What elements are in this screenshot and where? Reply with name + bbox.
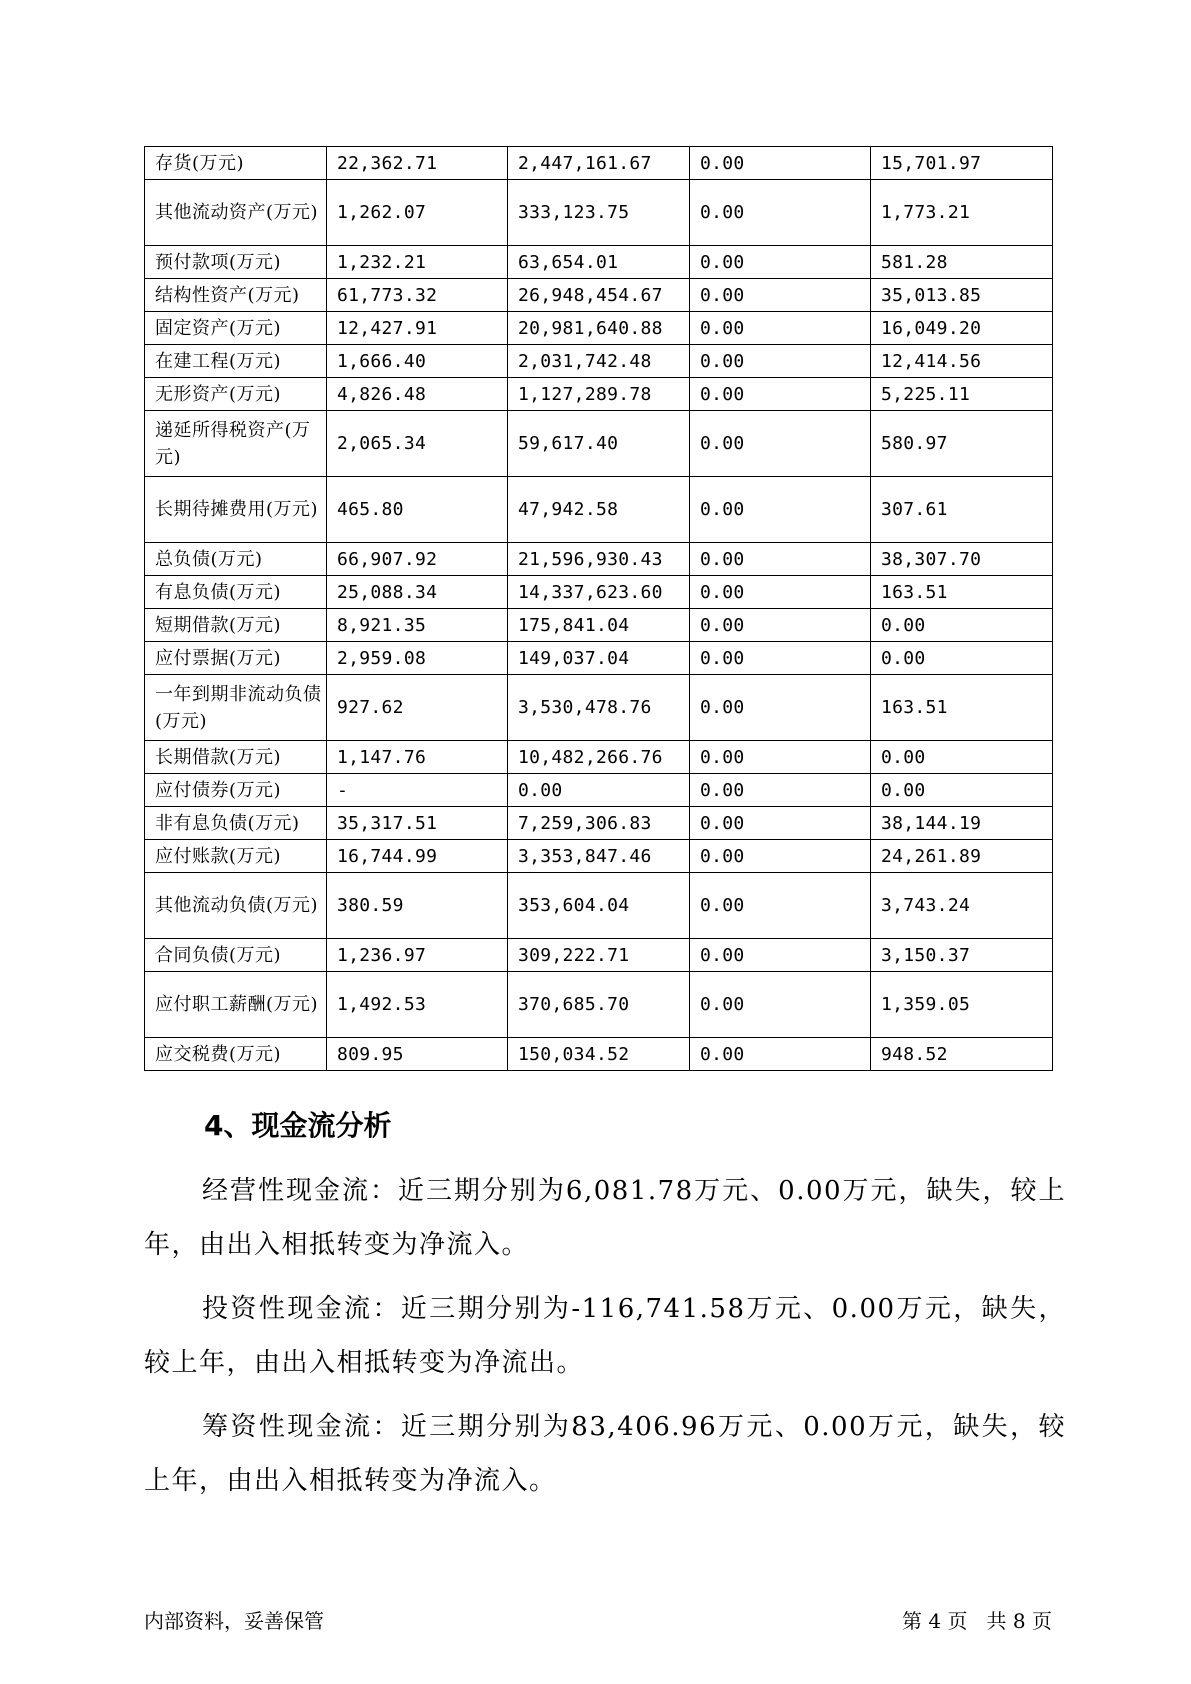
- value-cell: 0.00: [690, 180, 871, 246]
- row-label-cell: 长期借款(万元): [145, 741, 327, 774]
- value-cell: 3,150.37: [871, 939, 1053, 972]
- row-label-cell: 长期待摊费用(万元): [145, 477, 327, 543]
- value-cell: 2,031,742.48: [508, 345, 690, 378]
- value-cell: 2,447,161.67: [508, 147, 690, 180]
- row-label-cell: 总负债(万元): [145, 543, 327, 576]
- table-row: [145, 312, 1053, 345]
- section-heading: 4、现金流分析: [204, 1109, 392, 1142]
- value-cell: 3,353,847.46: [508, 840, 690, 873]
- value-cell: 370,685.70: [508, 972, 690, 1038]
- value-cell: 581.28: [871, 246, 1053, 279]
- value-cell: 307.61: [871, 477, 1053, 543]
- value-cell: 2,959.08: [327, 642, 508, 675]
- value-cell: 0.00: [690, 642, 871, 675]
- value-cell: 3,743.24: [871, 873, 1053, 939]
- value-cell: 1,236.97: [327, 939, 508, 972]
- table-row: [145, 180, 1053, 246]
- investing-cashflow-paragraph: 投资性现金流：近三期分别为-116,741.58万元、0.00万元，缺失，较上年，由出入相抵转变为净流出。: [144, 1294, 1066, 1378]
- financing-cashflow-paragraph: 筹资性现金流：近三期分别为83,406.96万元、0.00万元，缺失，较上年，由出入相抵转变为净流入。: [144, 1412, 1066, 1496]
- row-label-cell: 应付票据(万元): [145, 642, 327, 675]
- row-label-cell: 无形资产(万元): [145, 378, 327, 411]
- value-cell: 0.00: [508, 774, 690, 807]
- row-label-cell: 一年到期非流动负债(万元): [145, 675, 327, 741]
- row-label-cell: 应付账款(万元): [145, 840, 327, 873]
- value-cell: 175,841.04: [508, 609, 690, 642]
- footer-page-number: 第 4 页 共 8 页: [902, 1609, 1052, 1633]
- value-cell: 0.00: [690, 873, 871, 939]
- table-row: [145, 675, 1053, 741]
- row-label-cell: 有息负债(万元): [145, 576, 327, 609]
- value-cell: 22,362.71: [327, 147, 508, 180]
- row-label-cell: 应付债券(万元): [145, 774, 327, 807]
- value-cell: 16,049.20: [871, 312, 1053, 345]
- table-row: [145, 411, 1053, 477]
- value-cell: 0.00: [690, 147, 871, 180]
- financial-table: [144, 146, 1053, 1071]
- row-label-cell: 非有息负债(万元): [145, 807, 327, 840]
- value-cell: 1,666.40: [327, 345, 508, 378]
- value-cell: 0.00: [690, 576, 871, 609]
- value-cell: 0.00: [690, 246, 871, 279]
- table-row: [145, 939, 1053, 972]
- table-row: [145, 840, 1053, 873]
- value-cell: 0.00: [690, 411, 871, 477]
- value-cell: 809.95: [327, 1038, 508, 1071]
- value-cell: 16,744.99: [327, 840, 508, 873]
- value-cell: 0.00: [690, 378, 871, 411]
- table-row: [145, 576, 1053, 609]
- financial-table-body: [145, 147, 1053, 1071]
- value-cell: 1,232.21: [327, 246, 508, 279]
- value-cell: 5,225.11: [871, 378, 1053, 411]
- value-cell: 0.00: [871, 774, 1053, 807]
- value-cell: 380.59: [327, 873, 508, 939]
- value-cell: 948.52: [871, 1038, 1053, 1071]
- table-row: [145, 873, 1053, 939]
- value-cell: 1,147.76: [327, 741, 508, 774]
- row-label-cell: 预付款项(万元): [145, 246, 327, 279]
- row-label-cell: 固定资产(万元): [145, 312, 327, 345]
- row-label-cell: 其他流动资产(万元): [145, 180, 327, 246]
- value-cell: 10,482,266.76: [508, 741, 690, 774]
- row-label-cell: 递延所得税资产(万元): [145, 411, 327, 477]
- value-cell: 20,981,640.88: [508, 312, 690, 345]
- value-cell: -: [327, 774, 508, 807]
- value-cell: 4,826.48: [327, 378, 508, 411]
- table-row: [145, 972, 1053, 1038]
- value-cell: 150,034.52: [508, 1038, 690, 1071]
- value-cell: 0.00: [690, 939, 871, 972]
- value-cell: 163.51: [871, 675, 1053, 741]
- value-cell: 38,307.70: [871, 543, 1053, 576]
- table-row: [145, 147, 1053, 180]
- value-cell: 0.00: [690, 543, 871, 576]
- row-label-cell: 应付职工薪酬(万元): [145, 972, 327, 1038]
- footer-confidential-note: 内部资料，妥善保管: [144, 1609, 324, 1633]
- value-cell: 0.00: [871, 741, 1053, 774]
- value-cell: 12,427.91: [327, 312, 508, 345]
- table-row: [145, 807, 1053, 840]
- value-cell: 12,414.56: [871, 345, 1053, 378]
- value-cell: 35,317.51: [327, 807, 508, 840]
- value-cell: 3,530,478.76: [508, 675, 690, 741]
- value-cell: 0.00: [690, 972, 871, 1038]
- table-row: [145, 246, 1053, 279]
- value-cell: 0.00: [690, 1038, 871, 1071]
- row-label-cell: 合同负债(万元): [145, 939, 327, 972]
- value-cell: 24,261.89: [871, 840, 1053, 873]
- value-cell: 0.00: [690, 609, 871, 642]
- value-cell: 8,921.35: [327, 609, 508, 642]
- table-row: [145, 774, 1053, 807]
- value-cell: 63,654.01: [508, 246, 690, 279]
- value-cell: 0.00: [690, 312, 871, 345]
- value-cell: 0.00: [690, 807, 871, 840]
- value-cell: 149,037.04: [508, 642, 690, 675]
- value-cell: 0.00: [871, 642, 1053, 675]
- table-row: [145, 477, 1053, 543]
- value-cell: 47,942.58: [508, 477, 690, 543]
- value-cell: 0.00: [690, 675, 871, 741]
- table-row: [145, 642, 1053, 675]
- row-label-cell: 短期借款(万元): [145, 609, 327, 642]
- row-label-cell: 其他流动负债(万元): [145, 873, 327, 939]
- table-row: [145, 609, 1053, 642]
- value-cell: 14,337,623.60: [508, 576, 690, 609]
- value-cell: 0.00: [690, 345, 871, 378]
- value-cell: 353,604.04: [508, 873, 690, 939]
- table-row: [145, 345, 1053, 378]
- value-cell: 465.80: [327, 477, 508, 543]
- value-cell: 15,701.97: [871, 147, 1053, 180]
- value-cell: 1,262.07: [327, 180, 508, 246]
- value-cell: 2,065.34: [327, 411, 508, 477]
- value-cell: 1,127,289.78: [508, 378, 690, 411]
- value-cell: 0.00: [690, 477, 871, 543]
- value-cell: 927.62: [327, 675, 508, 741]
- value-cell: 1,492.53: [327, 972, 508, 1038]
- value-cell: 0.00: [690, 279, 871, 312]
- row-label-cell: 在建工程(万元): [145, 345, 327, 378]
- row-label-cell: 结构性资产(万元): [145, 279, 327, 312]
- value-cell: 21,596,930.43: [508, 543, 690, 576]
- value-cell: 7,259,306.83: [508, 807, 690, 840]
- value-cell: 0.00: [690, 840, 871, 873]
- row-label-cell: 存货(万元): [145, 147, 327, 180]
- value-cell: 1,773.21: [871, 180, 1053, 246]
- value-cell: 66,907.92: [327, 543, 508, 576]
- value-cell: 26,948,454.67: [508, 279, 690, 312]
- table-row: [145, 279, 1053, 312]
- row-label-cell: 应交税费(万元): [145, 1038, 327, 1071]
- value-cell: 38,144.19: [871, 807, 1053, 840]
- value-cell: 309,222.71: [508, 939, 690, 972]
- value-cell: 25,088.34: [327, 576, 508, 609]
- value-cell: 580.97: [871, 411, 1053, 477]
- table-row: [145, 378, 1053, 411]
- value-cell: 163.51: [871, 576, 1053, 609]
- value-cell: 333,123.75: [508, 180, 690, 246]
- value-cell: 0.00: [690, 741, 871, 774]
- table-row: [145, 741, 1053, 774]
- table-row: [145, 543, 1053, 576]
- value-cell: 0.00: [871, 609, 1053, 642]
- value-cell: 35,013.85: [871, 279, 1053, 312]
- operating-cashflow-paragraph: 经营性现金流：近三期分别为6,081.78万元、0.00万元，缺失，较上年，由出入相抵转变为净流入。: [144, 1176, 1066, 1260]
- value-cell: 59,617.40: [508, 411, 690, 477]
- value-cell: 0.00: [690, 774, 871, 807]
- value-cell: 1,359.05: [871, 972, 1053, 1038]
- table-row: [145, 1038, 1053, 1071]
- value-cell: 61,773.32: [327, 279, 508, 312]
